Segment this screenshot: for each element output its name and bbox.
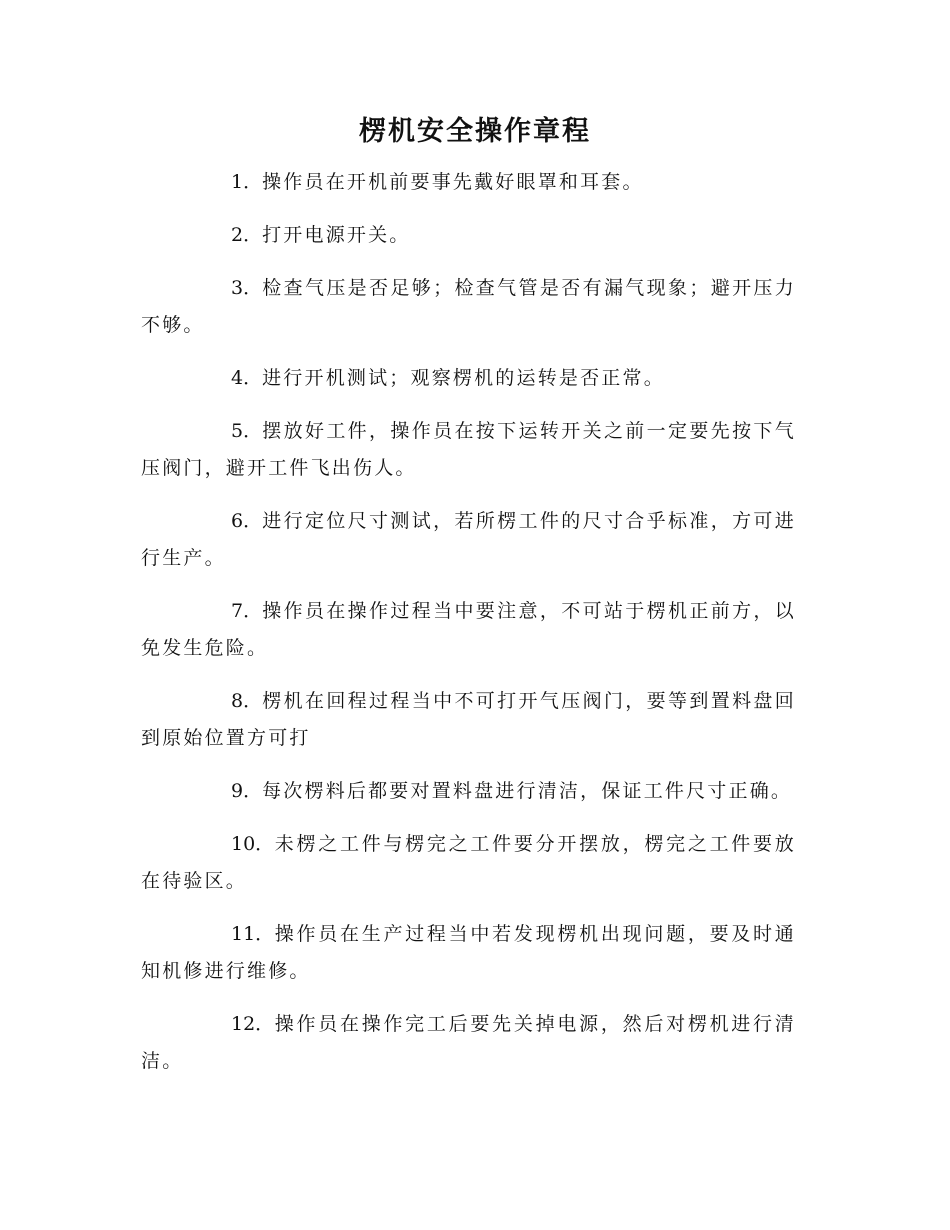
item-number: 8． [231,690,263,712]
item-text: 楞机在回程过程当中不可打开气压阀门，要等到置料盘回到原始位置方可打 [141,690,796,749]
item-number: 2． [231,224,263,246]
list-item [141,593,796,667]
item-text: 检查气压是否足够；检查气管是否有漏气现象；避开压力不够。 [141,277,796,336]
item-number: 3． [231,277,263,299]
item-text: 操作员在操作过程当中要注意，不可站于楞机正前方，以免发生危险。 [141,600,796,659]
item-text: 摆放好工件，操作员在按下运转开关之前一定要先按下气压阀门，避开工件飞出伤人。 [141,420,796,479]
item-text: 进行开机测试；观察楞机的运转是否正常。 [262,367,665,389]
list-item [141,164,796,201]
item-number: 12． [231,1013,275,1035]
item-number: 11． [231,923,275,945]
rules-list [141,164,796,1096]
list-item [141,360,796,397]
item-number: 5． [231,420,263,442]
item-text: 每次楞料后都要对置料盘进行清洁，保证工件尺寸正确。 [262,780,793,802]
item-number: 6． [231,510,263,532]
list-item [141,1006,796,1080]
item-text: 操作员在生产过程当中若发现楞机出现问题，要及时通知机修进行维修。 [141,923,796,982]
item-number: 10． [231,833,275,855]
item-text: 进行定位尺寸测试，若所楞工件的尺寸合乎标准，方可进行生产。 [141,510,796,569]
item-text: 操作员在操作完工后要先关掉电源，然后对楞机进行清洁。 [141,1013,796,1072]
list-item [141,413,796,487]
item-number: 1． [231,171,263,193]
list-item [141,217,796,254]
list-item [141,826,796,900]
item-number: 7． [231,600,263,622]
list-item [141,270,796,344]
list-item [141,683,796,757]
item-number: 4． [231,367,263,389]
list-item [141,773,796,810]
item-text: 未楞之工件与楞完之工件要分开摆放，楞完之工件要放在待验区。 [141,833,796,892]
item-text: 打开电源开关。 [262,224,411,246]
list-item [141,503,796,577]
list-item [141,916,796,990]
item-text: 操作员在开机前要事先戴好眼罩和耳套。 [262,171,644,193]
item-number: 9． [231,780,263,802]
page-title: 楞机安全操作章程 [359,116,591,147]
